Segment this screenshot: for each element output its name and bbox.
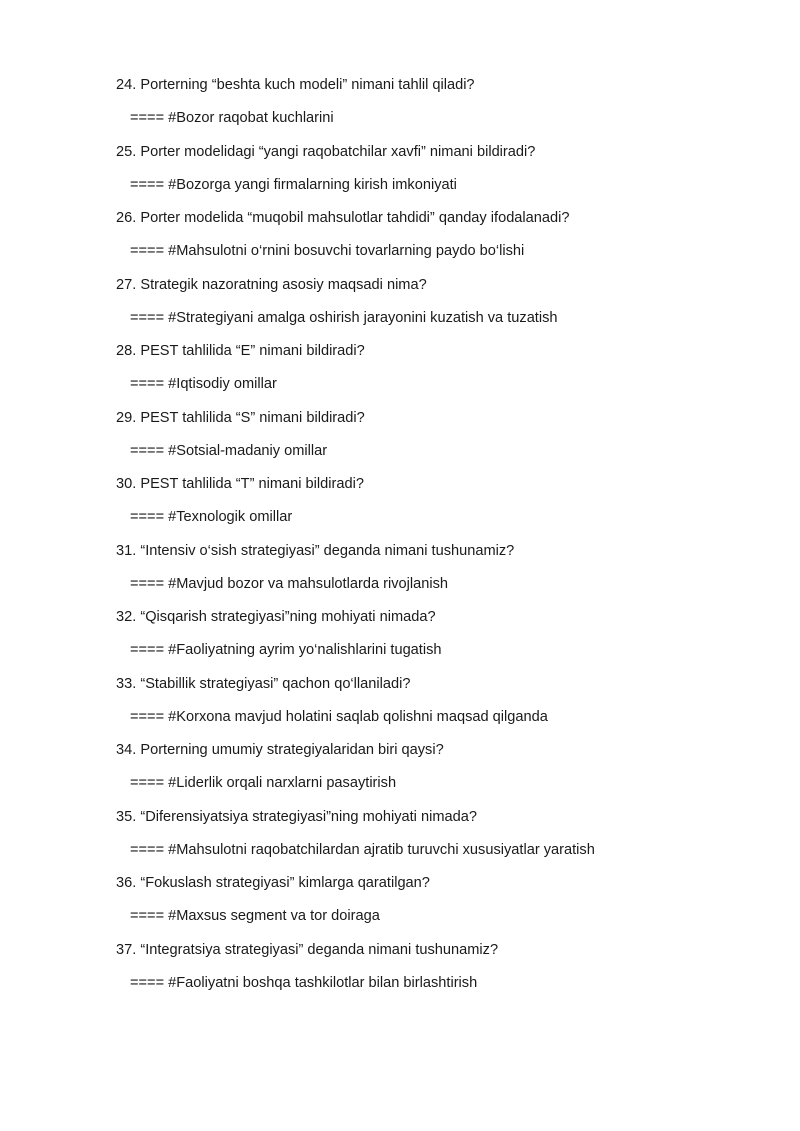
question-text: 25. Porter modelidagi “yangi raqobatchilar xavfi” nimani bildiradi? bbox=[116, 143, 536, 160]
question-text: 30. PEST tahlilida “T” nimani bildiradi? bbox=[116, 476, 364, 492]
question-text: 24. Porterning “beshta kuch modeli” nimani tahlil qiladi? bbox=[116, 77, 475, 93]
question-item bbox=[116, 606, 756, 673]
question-item bbox=[116, 739, 756, 806]
answer-text: ==== #Mahsulotni raqobatchilardan ajratib turuvchi xususiyatlar yaratish bbox=[130, 841, 595, 858]
question-item bbox=[116, 74, 756, 141]
answer-text: ==== #Strategiyani amalga oshirish jarayonini kuzatish va tuzatish bbox=[130, 309, 558, 326]
answer-text: ==== #Iqtisodiy omillar bbox=[130, 376, 277, 392]
question-item bbox=[116, 274, 756, 341]
question-text: 27. Strategik nazoratning asosiy maqsadi nima? bbox=[116, 276, 427, 293]
question-text: 33. “Stabillik strategiyasi” qachon qo‘llaniladi? bbox=[116, 675, 411, 692]
answer-text: ==== #Bozorga yangi firmalarning kirish imkoniyati bbox=[130, 176, 457, 193]
answer-text: ==== #Mavjud bozor va mahsulotlarda rivojlanish bbox=[130, 575, 448, 592]
question-item bbox=[116, 141, 756, 208]
question-item bbox=[116, 939, 756, 1006]
question-item bbox=[116, 473, 756, 540]
answer-text: ==== #Faoliyatni boshqa tashkilotlar bilan birlashtirish bbox=[130, 974, 478, 991]
question-text: 35. “Diferensiyatsiya strategiyasi”ning mohiyati nimada? bbox=[116, 808, 477, 825]
answer-text: ==== #Faoliyatning ayrim yo‘nalishlarini tugatish bbox=[130, 642, 442, 658]
question-item bbox=[116, 407, 756, 474]
question-text: 26. Porter modelida “muqobil mahsulotlar tahdidi” qanday ifodalanadi? bbox=[116, 210, 570, 226]
question-text: 36. “Fokuslash strategiyasi” kimlarga qaratilgan? bbox=[116, 875, 430, 891]
question-text: 34. Porterning umumiy strategiyalaridan biri qaysi? bbox=[116, 742, 444, 758]
question-item bbox=[116, 540, 756, 607]
answer-text: ==== #Maxsus segment va tor doiraga bbox=[130, 908, 380, 924]
question-item bbox=[116, 340, 756, 407]
question-item bbox=[116, 207, 756, 274]
answer-text: ==== #Liderlik orqali narxlarni pasaytirish bbox=[130, 775, 397, 791]
question-item bbox=[116, 872, 756, 939]
question-item bbox=[116, 673, 756, 740]
question-text: 31. “Intensiv o‘sish strategiyasi” deganda nimani tushunamiz? bbox=[116, 542, 515, 559]
question-list bbox=[116, 74, 756, 1005]
answer-text: ==== #Korxona mavjud holatini saqlab qolishni maqsad qilganda bbox=[130, 708, 548, 725]
answer-text: ==== #Bozor raqobat kuchlarini bbox=[130, 110, 334, 126]
question-text: 29. PEST tahlilida “S” nimani bildiradi? bbox=[116, 409, 365, 426]
answer-text: ==== #Mahsulotni o‘rnini bosuvchi tovarlarning paydo bo‘lishi bbox=[130, 243, 525, 259]
question-item bbox=[116, 806, 756, 873]
answer-text: ==== #Sotsial-madaniy omillar bbox=[130, 442, 328, 459]
question-text: 28. PEST tahlilida “E” nimani bildiradi? bbox=[116, 343, 365, 359]
question-text: 32. “Qisqarish strategiyasi”ning mohiyati nimada? bbox=[116, 609, 436, 625]
question-text: 37. “Integratsiya strategiyasi” deganda nimani tushunamiz? bbox=[116, 941, 499, 958]
answer-text: ==== #Texnologik omillar bbox=[130, 509, 293, 525]
